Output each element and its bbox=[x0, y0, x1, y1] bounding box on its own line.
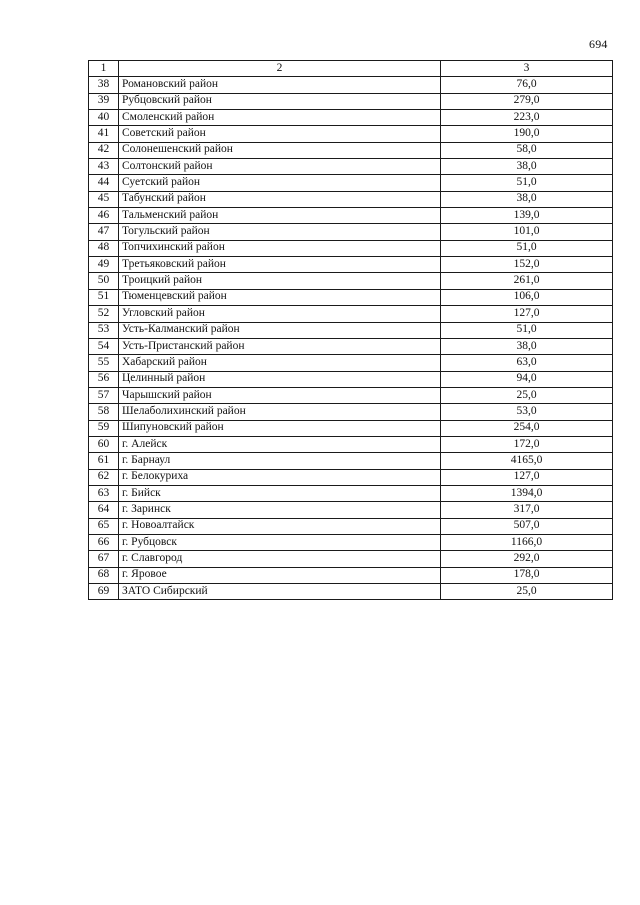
table-row bbox=[89, 208, 613, 224]
amount-cell: 25,0 bbox=[441, 387, 613, 403]
amount-cell: 53,0 bbox=[441, 404, 613, 420]
municipality-name-cell: Тальменский район bbox=[119, 208, 441, 224]
amount-cell: 139,0 bbox=[441, 208, 613, 224]
row-number-cell: 41 bbox=[89, 126, 119, 142]
amount-cell: 172,0 bbox=[441, 436, 613, 452]
row-number-cell: 61 bbox=[89, 453, 119, 469]
header-row bbox=[89, 61, 613, 77]
table-row bbox=[89, 404, 613, 420]
amount-cell: 279,0 bbox=[441, 93, 613, 109]
amount-cell: 25,0 bbox=[441, 584, 613, 600]
row-number-cell: 40 bbox=[89, 110, 119, 126]
row-number-cell: 63 bbox=[89, 485, 119, 501]
row-number-cell: 49 bbox=[89, 257, 119, 273]
municipality-name-cell: Тюменцевский район bbox=[119, 289, 441, 305]
row-number-cell: 66 bbox=[89, 534, 119, 550]
amount-cell: 507,0 bbox=[441, 518, 613, 534]
amount-cell: 152,0 bbox=[441, 257, 613, 273]
row-number-cell: 65 bbox=[89, 518, 119, 534]
amount-cell: 94,0 bbox=[441, 371, 613, 387]
row-number-cell: 54 bbox=[89, 338, 119, 354]
municipality-name-cell: г. Славгород bbox=[119, 551, 441, 567]
municipality-name-cell: Хабарский район bbox=[119, 355, 441, 371]
municipality-name-cell: Советский район bbox=[119, 126, 441, 142]
row-number-cell: 67 bbox=[89, 551, 119, 567]
municipality-name-cell: Романовский район bbox=[119, 77, 441, 93]
table-row bbox=[89, 224, 613, 240]
row-number-cell: 51 bbox=[89, 289, 119, 305]
table-row bbox=[89, 518, 613, 534]
amount-cell: 63,0 bbox=[441, 355, 613, 371]
municipality-name-cell: г. Барнаул bbox=[119, 453, 441, 469]
municipality-name-cell: Усть-Калманский район bbox=[119, 322, 441, 338]
municipality-name-cell: Солтонский район bbox=[119, 159, 441, 175]
table-row bbox=[89, 355, 613, 371]
municipality-name-cell: Чарышский район bbox=[119, 387, 441, 403]
table-row bbox=[89, 306, 613, 322]
table-row bbox=[89, 322, 613, 338]
amount-cell: 223,0 bbox=[441, 110, 613, 126]
municipality-name-cell: Табунский район bbox=[119, 191, 441, 207]
amount-cell: 38,0 bbox=[441, 191, 613, 207]
municipality-name-cell: Шипуновский район bbox=[119, 420, 441, 436]
municipality-name-cell: Смоленский район bbox=[119, 110, 441, 126]
table-row bbox=[89, 469, 613, 485]
table-row bbox=[89, 126, 613, 142]
table-header bbox=[89, 61, 613, 77]
table-row bbox=[89, 142, 613, 158]
column-header-3: 3 bbox=[441, 61, 613, 77]
amount-cell: 58,0 bbox=[441, 142, 613, 158]
row-number-cell: 52 bbox=[89, 306, 119, 322]
column-header-2: 2 bbox=[119, 61, 441, 77]
table-row bbox=[89, 191, 613, 207]
amount-cell: 4165,0 bbox=[441, 453, 613, 469]
page-number: 694 bbox=[589, 37, 608, 51]
row-number-cell: 45 bbox=[89, 191, 119, 207]
amount-cell: 76,0 bbox=[441, 77, 613, 93]
table-row bbox=[89, 371, 613, 387]
amount-cell: 127,0 bbox=[441, 469, 613, 485]
row-number-cell: 62 bbox=[89, 469, 119, 485]
amount-cell: 51,0 bbox=[441, 240, 613, 256]
row-number-cell: 53 bbox=[89, 322, 119, 338]
table-row bbox=[89, 273, 613, 289]
municipality-name-cell: Целинный район bbox=[119, 371, 441, 387]
amount-cell: 51,0 bbox=[441, 322, 613, 338]
amount-cell: 38,0 bbox=[441, 159, 613, 175]
table-row bbox=[89, 240, 613, 256]
table-row bbox=[89, 93, 613, 109]
row-number-cell: 64 bbox=[89, 502, 119, 518]
amount-cell: 1166,0 bbox=[441, 534, 613, 550]
amount-cell: 261,0 bbox=[441, 273, 613, 289]
row-number-cell: 69 bbox=[89, 584, 119, 600]
table-row bbox=[89, 420, 613, 436]
municipality-name-cell: г. Яровое bbox=[119, 567, 441, 583]
row-number-cell: 57 bbox=[89, 387, 119, 403]
table-row bbox=[89, 502, 613, 518]
amount-cell: 178,0 bbox=[441, 567, 613, 583]
amount-cell: 106,0 bbox=[441, 289, 613, 305]
amount-cell: 190,0 bbox=[441, 126, 613, 142]
row-number-cell: 60 bbox=[89, 436, 119, 452]
table-row bbox=[89, 534, 613, 550]
amount-cell: 101,0 bbox=[441, 224, 613, 240]
municipality-name-cell: г. Новоалтайск bbox=[119, 518, 441, 534]
row-number-cell: 42 bbox=[89, 142, 119, 158]
municipality-name-cell: Топчихинский район bbox=[119, 240, 441, 256]
municipality-name-cell: Угловский район bbox=[119, 306, 441, 322]
municipality-name-cell: Шелаболихинский район bbox=[119, 404, 441, 420]
row-number-cell: 58 bbox=[89, 404, 119, 420]
table-row bbox=[89, 584, 613, 600]
row-number-cell: 55 bbox=[89, 355, 119, 371]
row-number-cell: 39 bbox=[89, 93, 119, 109]
table-row bbox=[89, 159, 613, 175]
municipality-name-cell: г. Рубцовск bbox=[119, 534, 441, 550]
amount-cell: 317,0 bbox=[441, 502, 613, 518]
municipality-name-cell: Третьяковский район bbox=[119, 257, 441, 273]
municipality-name-cell: Рубцовский район bbox=[119, 93, 441, 109]
table-row bbox=[89, 485, 613, 501]
municipality-name-cell: г. Алейск bbox=[119, 436, 441, 452]
table-row bbox=[89, 453, 613, 469]
table-body bbox=[89, 77, 613, 600]
municipality-name-cell: Тогульский район bbox=[119, 224, 441, 240]
municipality-name-cell: Усть-Пристанский район bbox=[119, 338, 441, 354]
table-row bbox=[89, 567, 613, 583]
table-row bbox=[89, 175, 613, 191]
allocation-table bbox=[88, 60, 613, 600]
row-number-cell: 38 bbox=[89, 77, 119, 93]
amount-cell: 1394,0 bbox=[441, 485, 613, 501]
column-header-1: 1 bbox=[89, 61, 119, 77]
municipality-name-cell: г. Белокуриха bbox=[119, 469, 441, 485]
amount-cell: 38,0 bbox=[441, 338, 613, 354]
table-row bbox=[89, 289, 613, 305]
row-number-cell: 50 bbox=[89, 273, 119, 289]
row-number-cell: 44 bbox=[89, 175, 119, 191]
row-number-cell: 47 bbox=[89, 224, 119, 240]
table-row bbox=[89, 551, 613, 567]
amount-cell: 127,0 bbox=[441, 306, 613, 322]
table-row bbox=[89, 257, 613, 273]
amount-cell: 254,0 bbox=[441, 420, 613, 436]
amount-cell: 292,0 bbox=[441, 551, 613, 567]
table-row bbox=[89, 387, 613, 403]
municipality-name-cell: Солонешенский район bbox=[119, 142, 441, 158]
municipality-name-cell: г. Бийск bbox=[119, 485, 441, 501]
municipality-name-cell: ЗАТО Сибирский bbox=[119, 584, 441, 600]
amount-cell: 51,0 bbox=[441, 175, 613, 191]
municipality-name-cell: Троицкий район bbox=[119, 273, 441, 289]
row-number-cell: 56 bbox=[89, 371, 119, 387]
row-number-cell: 48 bbox=[89, 240, 119, 256]
municipality-name-cell: Суетский район bbox=[119, 175, 441, 191]
table-row bbox=[89, 110, 613, 126]
row-number-cell: 46 bbox=[89, 208, 119, 224]
table-row bbox=[89, 436, 613, 452]
row-number-cell: 43 bbox=[89, 159, 119, 175]
table-row bbox=[89, 338, 613, 354]
municipality-name-cell: г. Заринск bbox=[119, 502, 441, 518]
row-number-cell: 59 bbox=[89, 420, 119, 436]
table-row bbox=[89, 77, 613, 93]
row-number-cell: 68 bbox=[89, 567, 119, 583]
